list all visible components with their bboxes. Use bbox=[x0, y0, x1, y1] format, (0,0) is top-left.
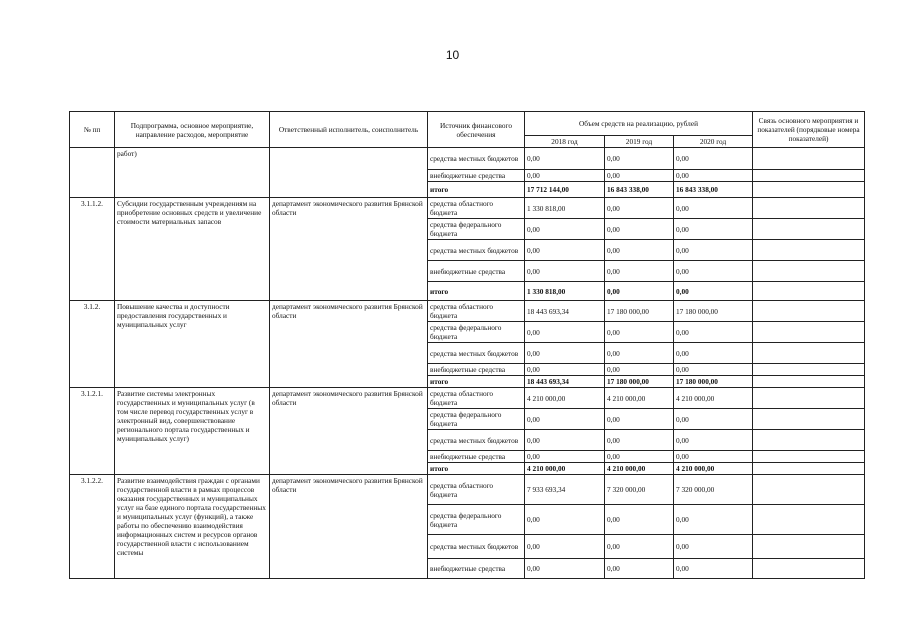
amount-2020: 7 320 000,00 bbox=[674, 475, 753, 505]
amount-2020: 0,00 bbox=[674, 198, 753, 219]
amount-2019: 16 843 338,00 bbox=[605, 182, 674, 198]
indicator-link-cell bbox=[753, 240, 865, 261]
indicator-link-cell bbox=[753, 322, 865, 343]
indicator-link-cell bbox=[753, 364, 865, 376]
funding-source: итого bbox=[428, 282, 525, 301]
amount-2019: 0,00 bbox=[605, 409, 674, 430]
amount-2019: 0,00 bbox=[605, 451, 674, 463]
amount-2018: 0,00 bbox=[525, 559, 605, 579]
table-row bbox=[70, 475, 865, 505]
item-responsible: департамент экономического развития Брянской области bbox=[270, 198, 428, 301]
amount-2018: 0,00 bbox=[525, 430, 605, 451]
header-volume: Объем средств на реализацию, рублей bbox=[525, 112, 753, 136]
amount-2020: 0,00 bbox=[674, 364, 753, 376]
amount-2018: 0,00 bbox=[525, 240, 605, 261]
funding-source: внебюджетные средства bbox=[428, 261, 525, 282]
amount-2020: 0,00 bbox=[674, 170, 753, 182]
amount-2020: 0,00 bbox=[674, 451, 753, 463]
table-row bbox=[70, 301, 865, 322]
header-num: № пп bbox=[70, 112, 115, 148]
indicator-link-cell bbox=[753, 198, 865, 219]
funding-source: средства федерального бюджета bbox=[428, 322, 525, 343]
amount-2019: 0,00 bbox=[605, 219, 674, 240]
table-row bbox=[70, 198, 865, 219]
amount-2018: 0,00 bbox=[525, 219, 605, 240]
financing-table bbox=[69, 111, 865, 579]
item-name: Субсидии государственным учреждениям на приобретение основных средств и увеличение стоимости материальных запасов bbox=[115, 198, 270, 301]
amount-2020: 0,00 bbox=[674, 282, 753, 301]
item-number: 3.1.2. bbox=[70, 301, 115, 388]
amount-2018: 0,00 bbox=[525, 505, 605, 535]
amount-2020: 0,00 bbox=[674, 219, 753, 240]
funding-source: средства местных бюджетов bbox=[428, 535, 525, 559]
amount-2018: 0,00 bbox=[525, 148, 605, 170]
funding-source: средства федерального бюджета bbox=[428, 409, 525, 430]
amount-2019: 0,00 bbox=[605, 430, 674, 451]
indicator-link-cell bbox=[753, 376, 865, 388]
indicator-link-cell bbox=[753, 301, 865, 322]
page-number: 10 bbox=[445, 48, 460, 62]
amount-2019: 4 210 000,00 bbox=[605, 388, 674, 409]
funding-source: средства федерального бюджета bbox=[428, 219, 525, 240]
header-link: Связь основного мероприятия и показателей (порядковые номера показателей) bbox=[753, 112, 865, 148]
item-name: работ) bbox=[115, 148, 270, 198]
amount-2019: 17 180 000,00 bbox=[605, 376, 674, 388]
funding-source: средства федерального бюджета bbox=[428, 505, 525, 535]
amount-2019: 0,00 bbox=[605, 535, 674, 559]
amount-2018: 0,00 bbox=[525, 170, 605, 182]
header-year-2020: 2020 год bbox=[674, 136, 753, 148]
funding-source: средства местных бюджетов bbox=[428, 240, 525, 261]
amount-2020: 17 180 000,00 bbox=[674, 376, 753, 388]
amount-2020: 0,00 bbox=[674, 261, 753, 282]
amount-2019: 0,00 bbox=[605, 322, 674, 343]
item-number: 3.1.2.1. bbox=[70, 388, 115, 475]
amount-2019: 0,00 bbox=[605, 282, 674, 301]
funding-source: средства местных бюджетов bbox=[428, 430, 525, 451]
amount-2020: 0,00 bbox=[674, 535, 753, 559]
header-year-2018: 2018 год bbox=[525, 136, 605, 148]
amount-2020: 4 210 000,00 bbox=[674, 388, 753, 409]
amount-2020: 17 180 000,00 bbox=[674, 301, 753, 322]
amount-2019: 17 180 000,00 bbox=[605, 301, 674, 322]
item-responsible: департамент экономического развития Брянской области bbox=[270, 388, 428, 475]
item-responsible: департамент экономического развития Брянской области bbox=[270, 301, 428, 388]
funding-source: внебюджетные средства bbox=[428, 559, 525, 579]
amount-2020: 0,00 bbox=[674, 409, 753, 430]
item-responsible: департамент экономического развития Брянской области bbox=[270, 475, 428, 579]
item-name: Развитие взаимодействия граждан с органами государственной власти в рамках процессов оказания государственных и муниципальных услуг на базе единого портала государственных и муниципальных услуг (функций), а также работы по обеспечению взаимодействия информационных систем и ресурсов органов государственной власти с использованием системы bbox=[115, 475, 270, 579]
amount-2018: 4 210 000,00 bbox=[525, 463, 605, 475]
funding-source: внебюджетные средства bbox=[428, 451, 525, 463]
header-year-2019: 2019 год bbox=[605, 136, 674, 148]
amount-2019: 0,00 bbox=[605, 240, 674, 261]
amount-2020: 0,00 bbox=[674, 343, 753, 364]
amount-2020: 0,00 bbox=[674, 240, 753, 261]
amount-2018: 0,00 bbox=[525, 261, 605, 282]
amount-2018: 4 210 000,00 bbox=[525, 388, 605, 409]
indicator-link-cell bbox=[753, 475, 865, 505]
item-responsible bbox=[270, 148, 428, 198]
funding-source: средства областного бюджета bbox=[428, 388, 525, 409]
amount-2020: 0,00 bbox=[674, 322, 753, 343]
table-row bbox=[70, 148, 865, 170]
indicator-link-cell bbox=[753, 388, 865, 409]
funding-source: внебюджетные средства bbox=[428, 364, 525, 376]
indicator-link-cell bbox=[753, 430, 865, 451]
amount-2020: 0,00 bbox=[674, 505, 753, 535]
amount-2018: 0,00 bbox=[525, 322, 605, 343]
amount-2019: 0,00 bbox=[605, 261, 674, 282]
amount-2018: 0,00 bbox=[525, 409, 605, 430]
amount-2018: 7 933 693,34 bbox=[525, 475, 605, 505]
amount-2018: 17 712 144,00 bbox=[525, 182, 605, 198]
amount-2019: 0,00 bbox=[605, 343, 674, 364]
indicator-link-cell bbox=[753, 409, 865, 430]
amount-2019: 0,00 bbox=[605, 148, 674, 170]
amount-2019: 0,00 bbox=[605, 170, 674, 182]
amount-2020: 4 210 000,00 bbox=[674, 463, 753, 475]
amount-2018: 1 330 818,00 bbox=[525, 198, 605, 219]
funding-source: итого bbox=[428, 463, 525, 475]
amount-2018: 18 443 693,34 bbox=[525, 376, 605, 388]
amount-2018: 0,00 bbox=[525, 535, 605, 559]
funding-source: средства областного бюджета bbox=[428, 301, 525, 322]
amount-2020: 0,00 bbox=[674, 559, 753, 579]
item-name: Повышение качества и доступности предоставления государственных и муниципальных услуг bbox=[115, 301, 270, 388]
indicator-link-cell bbox=[753, 343, 865, 364]
funding-source: итого bbox=[428, 182, 525, 198]
amount-2020: 0,00 bbox=[674, 148, 753, 170]
item-name: Развитие системы электронных государственных и муниципальных услуг (в том числе перевод государственных услуг в электронный вид, совершенствование регионального портала государственных и муниципальных услуг) bbox=[115, 388, 270, 475]
amount-2018: 0,00 bbox=[525, 451, 605, 463]
funding-source: итого bbox=[428, 376, 525, 388]
funding-source: средства областного бюджета bbox=[428, 198, 525, 219]
amount-2020: 16 843 338,00 bbox=[674, 182, 753, 198]
table-body bbox=[70, 148, 865, 579]
indicator-link-cell bbox=[753, 219, 865, 240]
header-responsible: Ответственный исполнитель, соисполнитель bbox=[270, 112, 428, 148]
funding-source: средства областного бюджета bbox=[428, 475, 525, 505]
amount-2019: 0,00 bbox=[605, 364, 674, 376]
amount-2019: 0,00 bbox=[605, 559, 674, 579]
funding-source: средства местных бюджетов bbox=[428, 148, 525, 170]
indicator-link-cell bbox=[753, 170, 865, 182]
amount-2019: 0,00 bbox=[605, 198, 674, 219]
amount-2018: 0,00 bbox=[525, 343, 605, 364]
indicator-link-cell bbox=[753, 559, 865, 579]
amount-2019: 0,00 bbox=[605, 505, 674, 535]
item-number: 3.1.1.2. bbox=[70, 198, 115, 301]
indicator-link-cell bbox=[753, 451, 865, 463]
item-number: 3.1.2.2. bbox=[70, 475, 115, 579]
amount-2019: 4 210 000,00 bbox=[605, 463, 674, 475]
indicator-link-cell bbox=[753, 261, 865, 282]
amount-2020: 0,00 bbox=[674, 430, 753, 451]
indicator-link-cell bbox=[753, 182, 865, 198]
header-name: Подпрограмма, основное мероприятие, направление расходов, мероприятие bbox=[115, 112, 270, 148]
amount-2018: 0,00 bbox=[525, 364, 605, 376]
indicator-link-cell bbox=[753, 148, 865, 170]
indicator-link-cell bbox=[753, 505, 865, 535]
indicator-link-cell bbox=[753, 463, 865, 475]
amount-2018: 1 330 818,00 bbox=[525, 282, 605, 301]
funding-source: внебюджетные средства bbox=[428, 170, 525, 182]
amount-2018: 18 443 693,34 bbox=[525, 301, 605, 322]
indicator-link-cell bbox=[753, 282, 865, 301]
item-number bbox=[70, 148, 115, 198]
table-row bbox=[70, 388, 865, 409]
header-source: Источник финансового обеспечения bbox=[428, 112, 525, 148]
indicator-link-cell bbox=[753, 535, 865, 559]
funding-source: средства местных бюджетов bbox=[428, 343, 525, 364]
amount-2019: 7 320 000,00 bbox=[605, 475, 674, 505]
